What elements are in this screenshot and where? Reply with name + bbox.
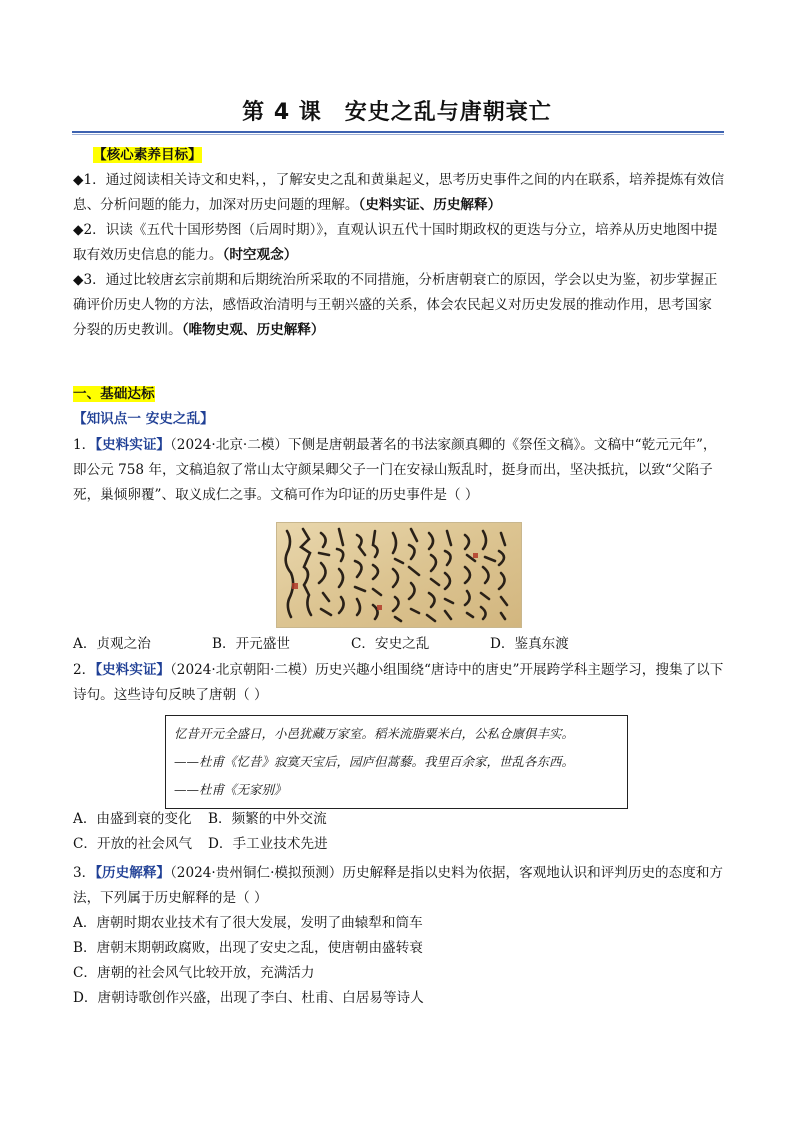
option-b[interactable]: B．频繁的中外交流 <box>208 811 327 827</box>
question-2: 2．【史料实证】（2024·北京朝阳·二模）历史兴趣小组围绕“唐诗中的唐史”开展跨学科主题学习，搜集了以下诗句。这些诗句反映了唐朝（ ） <box>73 662 724 703</box>
goal-item: ◆2．识读《五代十国形势图（后周时期）》，直观认识五代十国时期政权的更迭与分立，培养从历史地图中提取有效历史信息的能力。（时空观念） <box>73 222 718 263</box>
section-block <box>73 382 725 432</box>
goal-item: ◆3．通过比较唐玄宗前期和后期统治所采取的不同措施，分析唐朝衰亡的原因，学会以史为鉴，初步掌握正确评价历史人物的方法，感悟政治清明与王朝兴盛的关系，体会农民起义对历史发展的推动作用，思考国家分裂的历史教训。（唯物史观、历史解释） <box>73 272 718 338</box>
question-1: 1．【史料实证】（2024·北京·二模）下侧是唐朝最著名的书法家颜真卿的《祭侄文稿》。文稿中“乾元元年”，即公元 758 年，文稿追叙了常山太守颜杲卿父子一门在安禄山叛乱时，挺身而出，坚决抵抗，以致“父陷子死，巢倾卵覆”、取义成仁之事。文稿可作为印证的历史事件是（ ） <box>73 437 717 503</box>
question-3: 3．【历史解释】（2024·贵州铜仁·模拟预测）历史解释是指以史料为依据，客观地认识和评判历史的态度和方法，下列属于历史解释的是（ ） A．唐朝时期农业技术有了很大发展，发明了曲辕犁和筒车 B．唐朝末期朝政腐败，出现了安史之乱，使唐朝由盛转衰 C．唐朝的社会风气比较开放，充满活力 D．唐朝诗歌创作兴盛，出现了李白、杜甫、白居易等诗人 <box>73 861 725 1011</box>
knowledge-heading: 【知识点一 安史之乱】 <box>73 411 214 427</box>
goals-section <box>73 143 725 343</box>
goals-label: 【核心素养目标】 <box>93 147 202 163</box>
question-1-options <box>73 632 725 657</box>
option-c[interactable]: C．开放的社会风气 <box>73 836 193 852</box>
calligraphy-image <box>276 522 522 628</box>
title-rule <box>72 131 724 133</box>
section-heading: 一、基础达标 <box>73 386 155 402</box>
option-d[interactable]: D．手工业技术先进 <box>208 836 328 852</box>
poem-line: 忆昔开元全盛日，小邑犹藏万家室。稻米流脂粟米白，公私仓廪俱丰实。 <box>174 726 575 741</box>
poem-box <box>165 715 628 809</box>
poem-line: ——杜甫《无家别》 <box>174 782 287 797</box>
option-d[interactable]: D．鉴真东渡 <box>490 636 569 652</box>
option-c[interactable]: C．唐朝的社会风气比较开放，充满活力 <box>73 965 315 981</box>
option-a[interactable]: A．唐朝时期农业技术有了很大发展，发明了曲辕犁和筒车 <box>73 915 423 931</box>
option-c[interactable]: C．安史之乱 <box>351 636 430 652</box>
title-rule-thin <box>72 134 724 135</box>
option-b[interactable]: B．开元盛世 <box>212 636 290 652</box>
option-b[interactable]: B．唐朝末期朝政腐败，出现了安史之乱，使唐朝由盛转衰 <box>73 940 423 956</box>
page-title: 第 4 课 安史之乱与唐朝衰亡 <box>242 100 552 125</box>
option-a[interactable]: A．由盛到衰的变化 <box>73 811 192 827</box>
question-2-options <box>73 807 725 857</box>
poem-line: ——杜甫《忆昔》寂寞天宝后，园庐但蒿藜。我里百余家，世乱各东西。 <box>174 754 575 769</box>
option-d[interactable]: D．唐朝诗歌创作兴盛，出现了李白、杜甫、白居易等诗人 <box>73 990 424 1006</box>
option-a[interactable]: A．贞观之治 <box>73 636 151 652</box>
goal-item: ◆1．通过阅读相关诗文和史料，，了解安史之乱和黄巢起义，思考历史事件之间的内在联系，培养提炼有效信息、分析问题的能力，加深对历史问题的理解。（史料实证、历史解释） <box>73 172 725 213</box>
